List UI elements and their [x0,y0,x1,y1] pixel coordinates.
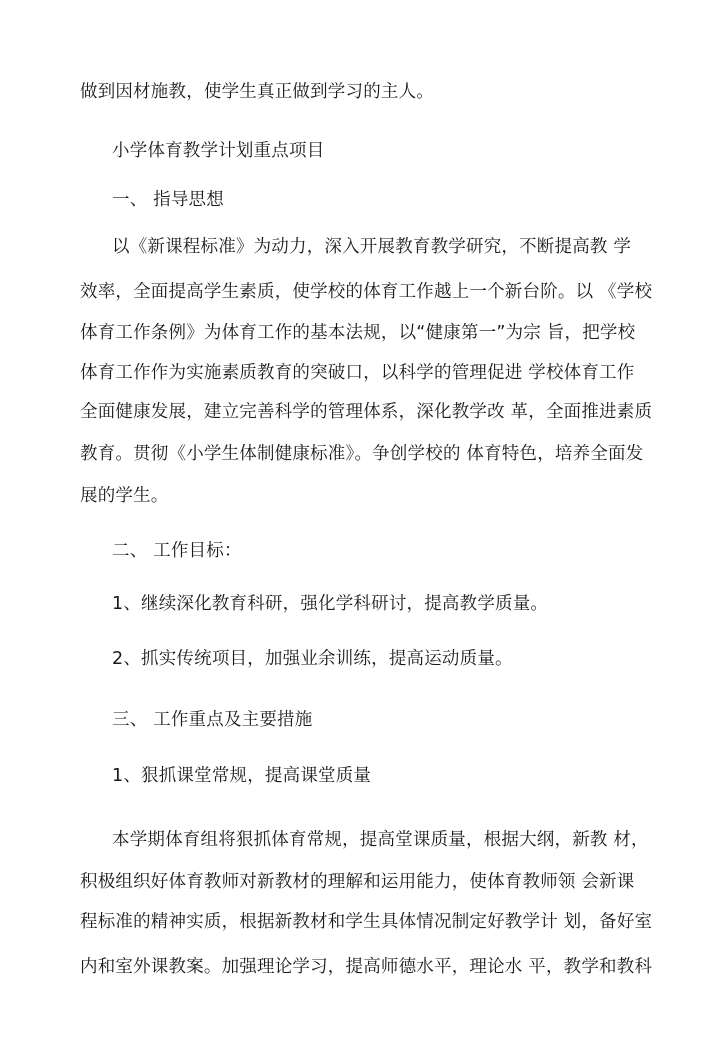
measure-item-1: 1、狠抓课堂常规，提高课堂质量 [112,766,372,786]
goal-item-1: 1、继续深化教育科研，强化学科研讨，提高教学质量。 [112,594,549,614]
paragraph-line: 全面健康发展，建立完善科学的管理体系，深化教学改 革，全面推进素质 [80,402,653,422]
paragraph-line: 本学期体育组将狠抓体育常规，提高堂课质量，根据大纲，新教 材， [112,830,649,850]
paragraph-line: 展的学生。 [80,486,169,506]
paragraph-line: 程标准的精神实质，根据新教材和学生具体情况制定好教学计 划，备好室 [80,912,653,932]
heading-work-goals: 二、 工作目标： [112,541,242,561]
goal-item-2: 2、抓实传统项目，加强业余训练，提高运动质量。 [112,649,513,669]
paragraph-line: 体育工作作为实施素质教育的突破口，以科学的管理促进 学校体育工作 [80,363,635,383]
heading-key-measures: 三、 工作重点及主要措施 [112,710,313,730]
paragraph-line: 积极组织好体育教师对新教材的理解和运用能力，使体育教师领 会新课 [80,872,635,892]
paragraph-line: 效率，全面提高学生素质，使学校的体育工作越上一个新台阶。以 《学校 [80,282,653,302]
paragraph-continuation: 做到因材施教，使学生真正做到学习的主人。 [80,82,434,102]
paragraph-line: 内和室外课教案。加强理论学习，提高师德水平，理论水 平，教学和教科 [80,957,653,977]
heading-guiding-ideology: 一、 指导思想 [112,190,224,210]
section-title: 小学体育教学计划重点项目 [112,141,325,161]
paragraph-line: 教育。贯彻《小学生体制健康标准》。争创学校的 体育特色，培养全面发 [80,444,644,464]
paragraph-line: 以《新课程标准》为动力，深入开展教育教学研究，不断提高教 学 [112,237,632,257]
paragraph-line: 体育工作条例》为体育工作的基本法规，以“健康第一”为宗 旨，把学校 [80,323,636,343]
